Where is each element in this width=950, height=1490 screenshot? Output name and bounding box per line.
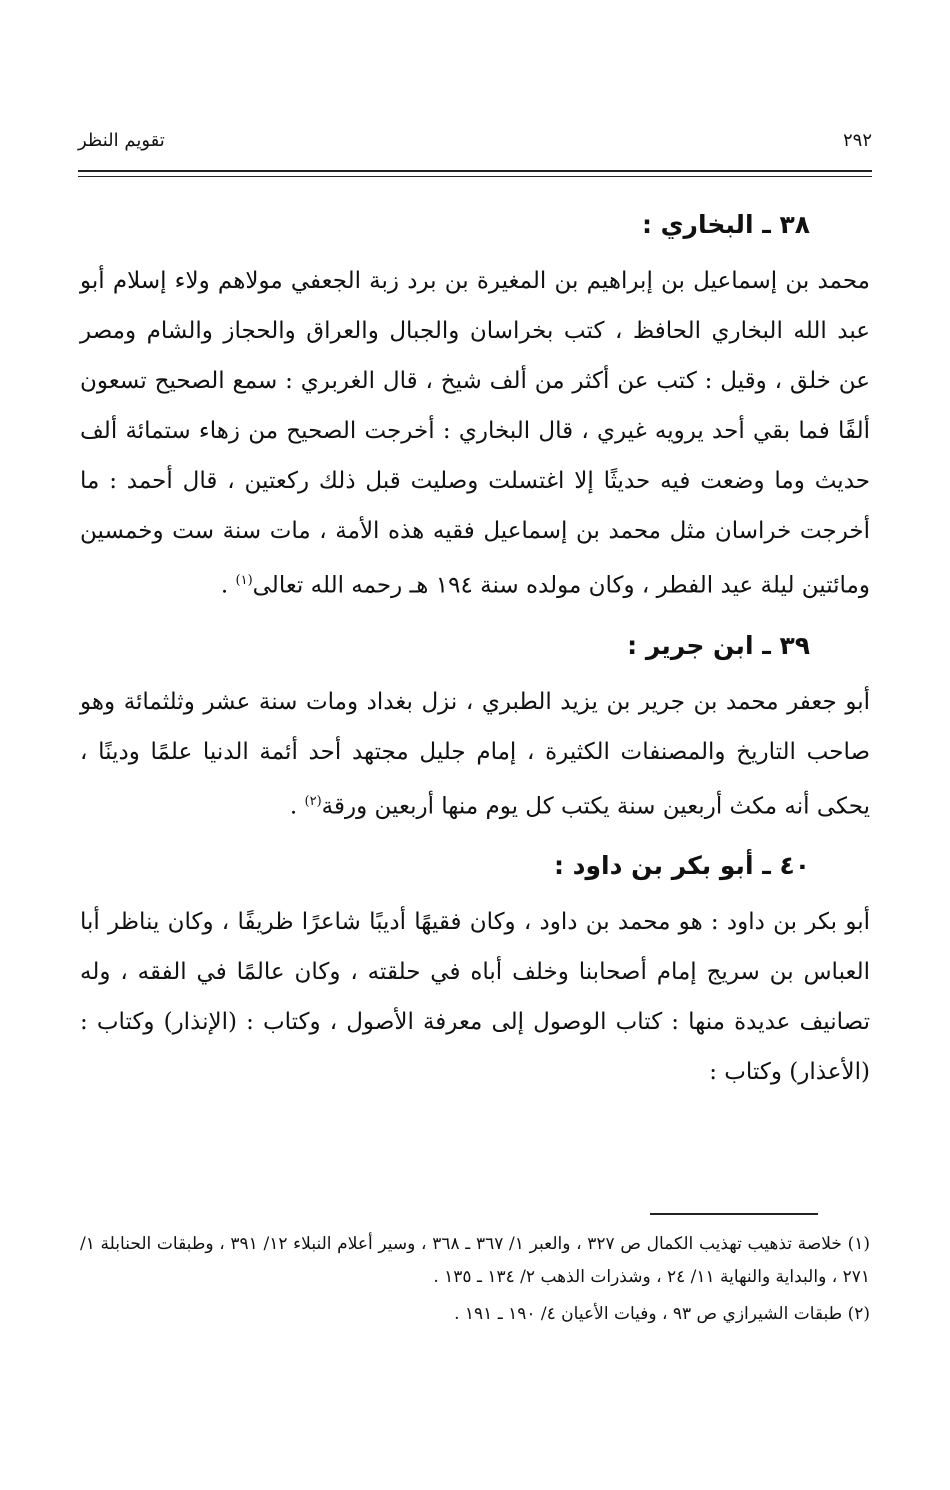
main-text — [80, 190, 870, 1103]
entry-body: أبو بكر بن داود : هو محمد بن داود ، وكان فقيهًا أديبًا شاعرًا ظريفًا ، وكان يناظر أبا العباس بن سريج إمام أصحابنا وخلف أباه في حلقته ، وكان عالمًا في الفقه ، وله تصانيف عديدة منها : كتاب الوصول إلى معرفة الأصول ، وكتاب : (الإنذار) وكتاب : (الأعذار) وكتاب : — [80, 909, 870, 1086]
footnotes — [80, 1228, 870, 1335]
entry-body: محمد بن إسماعيل بن إبراهيم بن المغيرة بن برد زبة الجعفي مولاهم ولاء إسلام أبو عبد الله البخاري الحافظ ، كتب بخراسان والجبال والعراق والحجاز والشام ومصر عن خلق ، وقيل : كتب عن أكثر من ألف شيخ ، قال الغربري : سمع الصحيح تسعون ألفًا فما بقي أحد يرويه غيري ، قال البخاري : أخرجت الصحيح من زهاء ستمائة ألف حديث وما وضعت فيه حديثًا إلا اغتسلت وصليت قبل ذلك ركعتين ، قال أحمد : ما أخرجت خراسان مثل محمد بن إسماعيل فقيه هذه الأمة ، مات سنة ست وخمسين ومائتين ليلة عيد الفطر ، وكان مولده سنة ١٩٤ هـ رحمه الله تعالى — [80, 268, 870, 599]
entry-title-bukhari: ٣٨ ـ البخاري : — [641, 210, 810, 239]
footnote-separator — [650, 1213, 818, 1215]
entry-title-abu-bakr-ibn-dawud: ٤٠ ـ أبو بكر بن داود : — [553, 851, 810, 881]
header-rule-thin — [78, 176, 872, 177]
sentence-end: . — [289, 793, 305, 820]
entry-text-bukhari — [80, 256, 870, 611]
entry-title-ibn-jarir: ٣٩ ـ ابن جرير : — [627, 630, 810, 660]
footnote-1: (١) خلاصة تذهيب تهذيب الكمال ص ٣٢٧ ، والعبر ١/ ٣٦٧ ـ ٣٦٨ ، وسير أعلام النبلاء ١٢/ ٣٩١ ، وطبقات الحنابلة ١/ ٢٧١ ، والبداية والنهاية ١١/ ٢٤ ، وشذرات الذهب ٢/ ١٣٤ ـ ١٣٥ . — [80, 1234, 870, 1287]
entry-body: أبو جعفر محمد بن جرير بن يزيد الطبري ، نزل بغداد ومات سنة عشر وثلثمائة وهو صاحب التاريخ والمصنفات الكثيرة ، إمام جليل مجتهد أحد أئمة الدنيا علمًا ودينًا ، يحكى أنه مكث أربعين سنة يكتب كل يوم منها أربعين ورقة — [80, 688, 870, 820]
header-rule-thick — [78, 170, 872, 172]
book-title: تقويم النظر — [78, 130, 165, 151]
sentence-end: . — [220, 572, 236, 599]
entry-text-ibn-jarir — [80, 677, 870, 832]
footnote-ref[interactable]: (٢) — [304, 793, 322, 809]
running-header — [78, 128, 872, 164]
page-number: ٢٩٢ — [842, 130, 872, 151]
footnote-2: (٢) طبقات الشيرازي ص ٩٣ ، وفيات الأعيان ٤/ ١٩٠ ـ ١٩١ . — [454, 1304, 870, 1324]
entry-text-abu-bakr-ibn-dawud — [80, 897, 870, 1097]
footnote-ref[interactable]: (١) — [235, 573, 253, 588]
